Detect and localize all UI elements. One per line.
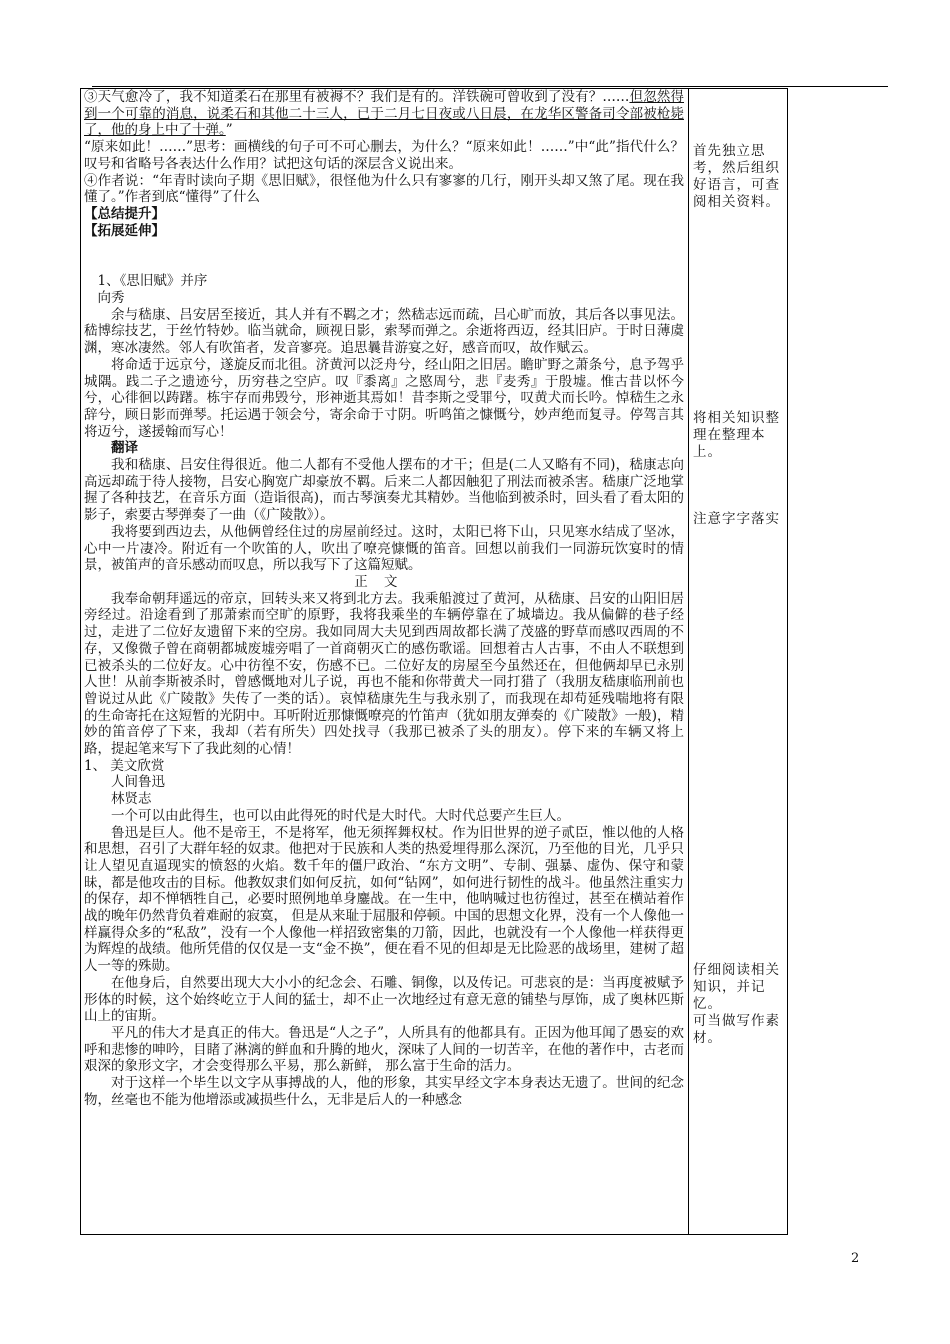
question-4: ④作者说：“年青时读向子期《思旧赋》，很怪他为什么只有寥寥的几行，刚开头却又煞了尾。现在我懂了。”作者到底“懂得”了什么 <box>84 172 684 206</box>
column-divider <box>688 88 689 1235</box>
essay-title: 人间鲁迅 <box>111 774 165 791</box>
extend-heading: 【拓展延伸】 <box>84 222 165 239</box>
section-1-author: 向秀 <box>97 290 125 307</box>
essay-paragraph-5: 对于这样一个毕生以文字从事搏战的人，他的形象，其实早经文字本身表达无遗了。世间的纪念物，丝毫也不能为他增添或减损些什么，无非是后人的一种感念 <box>84 1075 684 1108</box>
translation-paragraph-3: 我奉命朝拜遥远的帝京，回转头来又将到北方去。我乘船渡过了黄河，从嵇康、吕安的山阳旧居旁经过。沿途看到了那萧索而空旷的原野，我将我乘坐的车辆停靠在了城墙边。我从偏僻的巷子经过，走进了二位好友遗留下来的空房。我如同周大夫见到西周故都长满了茂盛的野草而感叹西周的不存，又像微子曾在商朝都城废墟旁唱了一首商朝灭亡的感伤歌谣。回想着古人古事，不由人不联想到已被杀头的二位好友。心中彷徨不安，伤感不已。二位好友的房屋至今虽然还在，但他俩却早已永别人世！从前李斯被杀时，曾感慨地对儿子说，再也不能和你带黄犬一同打猎了（我朋友嵇康临刑前也曾说过从此《广陵散》失传了一类的话）。哀悼嵇康先生与我永别了，而我现在却苟延残喘地将有限的生命寄托在这短暂的光阴中。耳听附近那慷慨嘹亮的竹笛声（犹如朋友弹奏的《广陵散》一般)，精妙的笛音停了下来，我却（若有所失）四处找寻（我那已被杀了头的朋友）。停下来的车辆又将上路，提起笔来写下了我此刻的心情！ <box>84 590 684 758</box>
essay-paragraph-1: 一个可以由此得生，也可以由此得死的时代是大时代。大时代总要产生巨人。 <box>111 807 570 824</box>
essay-paragraph-3: 在他身后，自然要出现大大小小的纪念会、石雕、铜像，以及传记。可悲哀的是：当再度被赋予形体的时候，这个始终屹立于人间的猛士，却不止一次地经过有意无意的铺垫与厚饰，成了奥林匹斯山上的宙斯。 <box>84 974 684 1025</box>
essay-author: 林贤志 <box>111 791 152 808</box>
side-note-3: 注意字字落实 <box>693 511 780 527</box>
side-note-4: 仔细阅读相关知识，并记忆。 可当做写作素材。 <box>693 962 780 1046</box>
translation-paragraph-1: 我和嵇康、吕安住得很近。他二人都有不受他人摆布的才干；但是(二人又略有不同)，嵇康志向高远却疏于待人接物，吕安心胸宽广却豪放不羁。后来二人都因触犯了刑法而被杀害。嵇康广泛地掌握了各种技艺，在音乐方面（造诣很高)，而古琴演奏尤其精妙。当他临到被杀时，回头看了看太阳的影子，索要古琴弹奏了一曲（《广陵散》）。 <box>84 457 684 524</box>
question-3: ③天气愈冷了，我不知道柔石在那里有被褥不？我们是有的。洋铁碗可曾收到了没有？……但忽然得到一个可靠的消息，说柔石和其他二十三人，已于二月七日夜或八日晨，在龙华区警备司令部被枪毙了，他的身上中了十弹。” <box>84 89 684 139</box>
body-label: 正文 <box>354 573 414 590</box>
sijiu-preface: 余与嵇康、吕安居至接近，其人并有不羁之才；然嵇志远而疏，吕心旷而放，其后各以事见法。嵇博综技艺，于丝竹特妙。临当就命，顾视日影，索琴而弹之。余逝将西迈，经其旧庐。于时日薄虞渊，寒冰凄然。邻人有吹笛者，发音寥亮。追思曩昔游宴之好，感音而叹，故作赋云。 <box>84 306 684 357</box>
header-rule <box>92 86 888 87</box>
essay-paragraph-4: 平凡的伟大才是真正的伟大。鲁迅是“人之子”，人所具有的他都具有。正因为他耳闻了愚妄的欢呼和悲惨的呻吟，目睹了淋漓的鲜血和升腾的地火，深味了人间的一切苦辛，在他的著作中，古老而艰深的象形文字，才会变得那么平易，那么新鲜， 那么富于生命的活力。 <box>84 1024 684 1075</box>
sijiu-body: 将命适于远京兮，遂旋反而北徂。济黄河以泛舟兮，经山阳之旧居。瞻旷野之萧条兮，息予驾乎城隅。践二子之遗迹兮，历穷巷之空庐。叹『黍离』之愍周兮，悲『麦秀』于殷墟。惟古昔以怀今兮，心徘徊以踌躇。栋宇存而弗毁兮，形神逝其焉如！昔李斯之受罪兮，叹黄犬而长吟。悼嵇生之永辞兮，顾日影而弹琴。托运遇于领会兮，寄余命于寸阴。听鸣笛之慷慨兮，妙声绝而复寻。停驾言其将迈兮，遂援翰而写心！ <box>84 356 684 440</box>
underlined-sentence: 但忽然得到一个可靠的消息，说柔石和其他二十三人，已于二月七日夜或八日晨，在龙华区警备司令部被枪毙了，他的身上中了十弹。 <box>84 89 684 139</box>
page-number: 2 <box>851 1251 860 1266</box>
side-note-2: 将相关知识整理在整理本上。 <box>693 410 780 460</box>
translation-paragraph-2: 我将要到西边去，从他俩曾经住过的房屋前经过。这时，太阳已将下山，只见寒水结成了坚冰，心中一片凄冷。附近有一个吹笛的人，吹出了嘹亮慷慨的笛音。回想以前我们一同游玩饮宴时的情景，被笛声的音乐感动而叹息，所以我写下了这篇短赋。 <box>84 523 684 574</box>
summary-heading: 【总结提升】 <box>84 205 165 222</box>
section-1-title: 1、《思旧赋》并序 <box>97 273 208 290</box>
main-column <box>84 89 684 1231</box>
question-3-prompt: “原来如此！……”思考：画横线的句子可不可心删去，为什么？“原来如此！……”中“此”指代什么？叹号和省略号各表达什么作用？试把这句话的深层含义说出来。 <box>84 139 684 172</box>
essay-paragraph-2: 鲁迅是巨人。他不是帝王，不是将军，他无须挥舞权杖。作为旧世界的逆子贰臣，惟以他的人格和思想，召引了大群年轻的奴隶。他把对于民族和人类的热爱埋得那么深沉，乃至他的目光，几乎只让人望见直逼现实的愤怒的火焰。数千年的僵尸政治、“东方文明”、专制、强暴、虚伪、保守和蒙昧，都是他攻击的目标。他教奴隶们如何反抗，如何“钻网”，如何进行韧性的战斗。他虽然注重实力的保存，却不惮牺牲自己，必要时照例地单身鏖战。在一生中，他呐喊过也彷徨过，甚至在横站着作战的晚年仍然背负着难耐的寂寞， 但是从来耻于屈服和停顿。中国的思想文化界，没有一个人像他一样赢得众多的“私敌”，没有一个人像他一样招致密集的刀箭，因此，也就没有一个人像他一样获得更为辉煌的战绩。他所凭借的仅仅是一支“金不换”，便在看不见的但却是无比险恶的战场里，建树了超人一等的殊勋。 <box>84 824 684 975</box>
side-note-1: 首先独立思考，然后组织好语言，可查阅相关资料。 <box>693 143 780 210</box>
translation-heading: 翻译 <box>111 440 138 457</box>
section-2-title: 1、 美文欣赏 <box>84 757 165 774</box>
